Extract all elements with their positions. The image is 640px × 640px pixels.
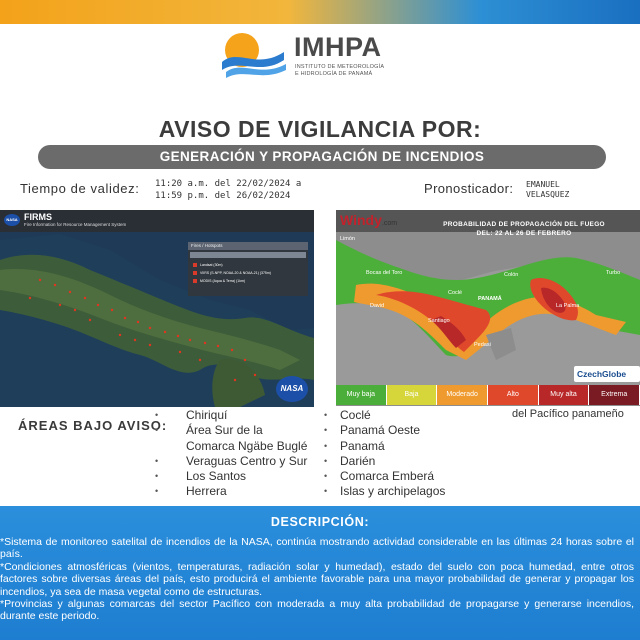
map-place-label: Santiago	[428, 318, 450, 324]
page-subtitle: GENERACIÓN Y PROPAGACIÓN DE INCENDIOS	[38, 145, 606, 169]
area-item: • Darién	[340, 454, 445, 469]
imhpa-logo	[220, 30, 420, 82]
legend-item: Muy baja	[336, 385, 387, 405]
area-item: • Coclé	[340, 408, 445, 423]
description-box	[0, 506, 640, 640]
windy-map	[336, 210, 640, 406]
legend-item: Muy alta	[539, 385, 590, 405]
forecaster-label: Pronosticador:	[424, 181, 514, 196]
panel-row: Landsat (30m)	[192, 262, 304, 268]
probability-title-line2: DEL: 22 AL 26 DE FEBRERO	[476, 230, 572, 237]
probability-map-title	[414, 220, 634, 238]
area-item: • Área Sur de la	[186, 423, 307, 438]
legend-item: Baja	[387, 385, 438, 405]
area-item: • Islas y archipelagos	[340, 484, 445, 499]
area-item: • Panamá	[340, 439, 445, 454]
areas-list-1	[186, 408, 307, 500]
logo-subtitle-line2: E HIDROLOGÍA DE PANAMÁ	[295, 71, 373, 77]
probability-legend	[336, 385, 640, 405]
map-place-label: Coclé	[448, 290, 463, 296]
logo-name: IMHPA	[294, 32, 382, 62]
description-paragraph: *Condiciones atmosféricas (vientos, temperaturas, radiación solar y humedad), estado del suelo con poca humedad, entre otros factores sobre diversas áreas del país, esto producirá el ambiente favorable para una mayor probabilidad de generar y propagar los incendios, ya sea de masa vegetal como de estructuras.	[0, 561, 634, 598]
page-title: AVISO DE VIGILANCIA POR:	[158, 116, 482, 142]
map-place-label: Turbo	[606, 270, 621, 276]
area-item: • Comarca Emberá	[340, 469, 445, 484]
area-item: • Veraguas Centro y Sur	[186, 454, 307, 469]
panel-tabs	[190, 252, 306, 258]
logo-subtitle-line1: INSTITUTO DE METEOROLOGÍA	[295, 64, 385, 70]
czechglobe-logo: CzechGlobe	[574, 366, 640, 382]
legend-item: Moderado	[437, 385, 488, 405]
map-place-label: David	[370, 303, 385, 309]
map-place-label: Pedasi	[474, 342, 491, 348]
windy-brand: Windy	[340, 212, 382, 228]
map-place-label: PANAMÁ	[478, 296, 502, 302]
windy-logo	[340, 212, 397, 228]
description-paragraph: *Sistema de monitoreo satelital de incendios de la NASA, continúa mostrando actividad considerable en las últimas 24 horas sobre el país.	[0, 536, 634, 561]
firms-satellite-image	[0, 210, 314, 407]
area-item: • Herrera	[186, 484, 307, 499]
firms-title: FIRMS	[24, 212, 52, 222]
areas-label: ÁREAS BAJO AVISO:	[18, 418, 168, 433]
map-place-label: La Palma	[556, 303, 580, 309]
map-place-label: Bocas del Toro	[366, 270, 403, 276]
firms-layer-panel	[188, 242, 308, 296]
forecaster-name: EMANUEL VELASQUEZ	[526, 180, 570, 199]
panel-title: Fires / Hotspots	[188, 242, 308, 250]
area-item: • Los Santos	[186, 469, 307, 484]
nasa-logo: NASA	[276, 376, 308, 402]
probability-title-line1: PROBABILIDAD DE PROPAGACIÓN DEL FUEGO	[443, 221, 605, 228]
area-item: Comarca Ngäbe Buglé	[186, 438, 308, 453]
description-paragraph: *Provincias y algunas comarcas del sector Pacífico con moderada a muy alta probabilidad de propagarse y generarse incendios, durante este periodo.	[0, 598, 634, 623]
area-item: • Chiriquí	[186, 408, 307, 423]
areas-note: del Pacífico panameño	[512, 408, 624, 420]
legend-item: Alto	[488, 385, 539, 405]
validity-value: 11:20 a.m. del 22/02/2024 a 11:59 p.m. del 26/02/2024	[155, 179, 302, 201]
panel-row: VIIRS (S-NPP, NOAA-20 & NOAA-21) (375m)	[192, 270, 304, 276]
area-item: • Panamá Oeste	[340, 423, 445, 438]
nasa-small-icon: NASA	[4, 214, 20, 226]
areas-list-2	[340, 408, 445, 500]
top-gradient-bar	[0, 0, 640, 24]
map-place-label: Colón	[504, 272, 519, 278]
description-title: DESCRIPCIÓN:	[270, 515, 370, 529]
panel-row: MODIS (Aqua & Terra) (1km)	[192, 278, 304, 284]
map-place-label: Limón	[340, 236, 355, 242]
validity-label: Tiempo de validez:	[20, 181, 140, 196]
logo-mark-icon	[220, 30, 290, 80]
legend-item: Extrema	[589, 385, 640, 405]
firms-map	[0, 210, 314, 407]
windy-brand-suffix: .com	[381, 220, 398, 227]
firms-subtitle: Fire Information for Resource Management System	[24, 222, 127, 227]
